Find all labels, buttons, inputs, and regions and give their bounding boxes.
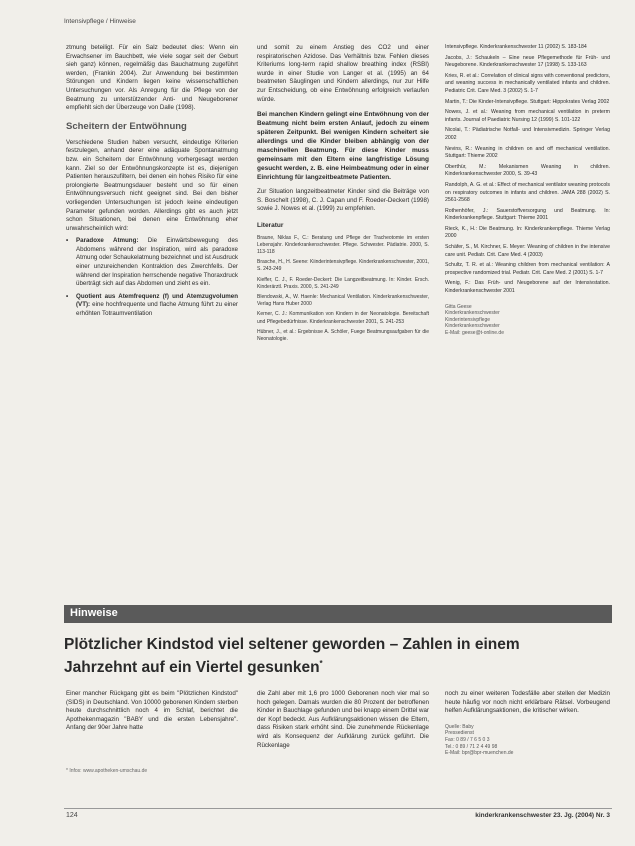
bullet-term: Paradoxe Atmung: bbox=[76, 237, 139, 245]
footer-divider bbox=[64, 808, 612, 809]
reference: Brasche, H., H. Seene: Kiinderintensivpflege. Kinderkrankenschwester, 2001, S. 243-249 bbox=[257, 259, 429, 273]
running-head: Intensivpflege / Hinweise bbox=[64, 18, 136, 25]
source-block bbox=[445, 724, 610, 757]
article-column-1 bbox=[66, 690, 238, 733]
literature-heading: Literatur bbox=[257, 221, 284, 229]
reference: Kries, R. et al.: Correlation of clinical signs with conventional predictors, and weaning success in mechanically ventilated infants and children. Pediatric Crit. Care Med. 3 (2002) S. 1-7 bbox=[445, 72, 610, 94]
reference: Oberthür, M.: Mekanismen Weaning in children. Kinderkrankenschwester 2000, S. 39-43 bbox=[445, 163, 610, 178]
bullet-text: Die Einwärtsbewegung des Abdomens während der Inspiration, wird als paradoxe Atmung oder Schaukelatmung bezeichnet und ist Ausdruck einer unzureichenden Kontraktion des Zwerchfells. Der während der Inspiration herrschende negative Thoraxdruck überträgt sich auf das Abdomen und zieht es ein. bbox=[76, 237, 239, 288]
reference: Rieck, K., H.: Die Beatmung. In: Kinderkrankenpflege. Thieme Verlag 2000 bbox=[445, 225, 610, 240]
source-line: Pressedienst bbox=[445, 730, 474, 737]
text-column-3 bbox=[445, 44, 610, 337]
reference: Jacobs, J.: Schaukeln – Eine neue Pflegemethode für Früh- und Neugeborene. Kinderkrankenschwester 17 (1998) S. 133-163 bbox=[445, 54, 610, 69]
source-line: Fax: 0 89 / 7 6 5 0 3 bbox=[445, 736, 490, 743]
reference: Schultz, T. R. et al.: Weaning children from mechanical ventilation: A prospective randomized trial. Pediatr. Crit. Care Med. 2 (2001) S. 1-7 bbox=[445, 262, 610, 276]
contact-line: Gitta Geese bbox=[445, 303, 472, 310]
text-column-1 bbox=[66, 44, 238, 319]
publication-footer: kinderkrankenschwester 23. Jg. (2004) Nr. 3 bbox=[475, 812, 610, 819]
bullet-item bbox=[66, 237, 238, 289]
reference: Hübner, J., et al.: Ergebnisse A. Schöler, Fuege Beatmungsaufgaben für die Neonatologie. bbox=[257, 328, 429, 342]
reference: Rothenhöfer, J.: Sauerstoffversorgung und Beatmung. In: Kinderkrankenpflege. Stuttgart: Thieme 2001 bbox=[445, 207, 610, 222]
footnote: * Infos: www.apotheken-umschau.de bbox=[66, 768, 148, 774]
article-title bbox=[64, 635, 594, 677]
paragraph: ztmung beteiligt. Für ein Salz bedeutet dies: Wenn ein Erwachsener im Bauchbett, wie viele sogar seit der Geburt sieh ganz) können, regelmäßig das Bauchatmung zugeführt werden, (Frankin 2004). Zur Anwendung bei bestimmten Störungen und Kindern liegen keine wissenschaftlichen Untersuchungen vor. Als Anregung für die Pflege von der Beatmung zu unterstützender Anti- und Neugeborener empfiehlt sich der Überzeuge von Dalle (1998). bbox=[66, 44, 238, 112]
paragraph: Verschiedene Studien haben versucht, eindeutige Kriterien festzulegen, anhand derer eine adäquate Spontanatmung bzw. ein Scheitern der Entwöhnung vorhergesagt werden kann. Ziel so der Entwöhnungskonzepte ist es, diejenigen Patienten herauszufiltern, bei denen ein hohes Risiko für eine prolongierte Beatmungsdauer besteht und so für einen Entwöhnungsversuch nicht geeignet sind. Bei den bisher vorliegenden Untersuchungen ist jedoch keine eindeutigen Parameter gefunden worden. Allerdings gibt es auch jetzt schon Situationen, bei denen eine Entwöhnung eher unwahrscheinlich wird: bbox=[66, 138, 238, 232]
paragraph: noch zu einer weiteren Todesfälle aber stellen der Medizin heute häufig vor noch nicht erklärbare Rätsel. Vorbeugend helfen Aufklärungsaktionen, die kritischer wirken. bbox=[445, 690, 610, 715]
reference: Randolph, A. G. et al.: Effect of mechanical ventilator weaning protocols on respiratory outcomes in infants and children. JAMA 288 (2002) S. 2561-2568 bbox=[445, 181, 610, 204]
section-banner-label: Hinweise bbox=[70, 607, 118, 619]
section-banner bbox=[64, 605, 612, 623]
reference: Intensivpflege. Kinderkrankenschwester 11 (2002) S. 183-184 bbox=[445, 44, 587, 50]
paragraph: die Zahl aber mit 1,6 pro 1000 Geborenen noch vier mal so hoch gelegen. Damals wurden die 80 Prozent der betroffenen Kinder in Bauchlage gefunden und bei knapp einem Drittel war der Kopf bedeckt. Aus Aufklärungsaktionen wissen die Eltern, dass Risiken stark erhöht sind. Die zunehmende Rückenlage wird als Konsequenz der Aufklärung zurück geführt. Die Rückenlage bbox=[257, 690, 429, 749]
article-column-3 bbox=[445, 690, 610, 757]
reference: Kerner, C. J.: Kommunikation von Kindern in der Neonatologie. Bereitschaft und Pflegebedürfnisse. Kinderkrankenschwester 2001, S. 241-253 bbox=[257, 311, 429, 325]
section-heading: Scheitern der Entwöhnung bbox=[66, 120, 187, 132]
source-line: Quelle: Baby bbox=[445, 723, 474, 730]
reference: Braune, Niklas F., C.: Beratung und Pflege der Tracheotomie im ersten Lebensjahr. Kinderkrankenschwester. Pflege. Schwester. Pädiatrie. 2000, S. 113-118 bbox=[257, 234, 429, 255]
bullet-text: eine hochfrequente und flache Atmung führt zu einer erhöhten Totraumventilation bbox=[76, 301, 238, 318]
text-column-2 bbox=[257, 44, 429, 346]
reference: Nowes, J. et al.: Weaning from mechanical ventilation in preterm infants. Journal of Paediatric Nursing 12 (1999) S. 101-122 bbox=[445, 109, 610, 123]
bullet-term: Quotient aus Atemfrequenz (f) und Atemzugvolumen (VT): bbox=[76, 292, 238, 309]
paragraph: und somit zu einem Anstieg des CO2 und einer respiratorischen Azidose. Das Verhältnis bzw. Fehlen dieses Kriteriums long-term rapid shallow breathing index (RSBI) wurde in einer Studie von Langer et al. (1995) an 64 beatmeten Säuglingen und Kindern allerdings, nur zur Hilfe zur Entscheidung, ob eine Entwöhnung erfolgreich verlaufen würde. bbox=[257, 44, 429, 103]
highlight-paragraph: Bei manchen Kindern gelingt eine Entwöhnung von der Beatmung nicht beim ersten Anlauf, jedoch zu einem späteren Zeitpunkt. Bei wenigen Kindern scheitert sie allerdings und die Kinder bleiben abhängig von der maschinellen Beatmung. Für diese Kinder muss gemeinsam mit den Eltern eine langfristige Lösung gesucht werden, z. B. eine Heimbeatmung oder in einer Einrichtung für langzeitbeatmete Patienten. bbox=[257, 111, 429, 182]
paragraph: Zur Situation langzeitbeatmeter Kinder sind die Beiträge von S. Boschelt (1998), C. J. Capan und F. Roeder-Deckert (1998) sowie J. Nowes et al. (1999) zu empfehlen. bbox=[257, 188, 429, 213]
reference: Wenig, F.: Das Früh- und Neugeborene auf der Intensivstation. Kinderkrankenschwester 2001 bbox=[445, 280, 610, 295]
paragraph: Einer mancher Rückgang gibt es beim "Plötzlichen Kindstod" (SIDS) in Deutschland. Von 10000 geborenen Kindern sterben heute durchschnittlich noch 4 im Schlaf, berichtet die Apothekenmagazin "BABY und die ersten Lebensjahre". Anfang der 90er Jahre hatte bbox=[66, 690, 238, 732]
reference: Schäfer, S., M. Kirchner, E. Meyer: Weaning of children in the intensive care unit. Pediatr. Crit. Care Med. 4 (2003) bbox=[445, 244, 610, 258]
author-contact bbox=[445, 304, 610, 337]
contact-line: Kinderkrankenschwester bbox=[445, 323, 500, 330]
contact-line: E-Mail: geese@t-online.de bbox=[445, 330, 504, 336]
article-column-2 bbox=[257, 690, 429, 750]
reference: Martin, T.: Die Kinder-Intensivpflege. Stuttgart: Hippokrates Verlag 2002 bbox=[445, 98, 610, 105]
article-title-text: Plötzlicher Kindstod viel seltener geworden – Zahlen in einem Jahrzehnt auf ein Viertel gesunken bbox=[64, 636, 520, 677]
page-number: 124 bbox=[66, 812, 78, 819]
footnote-marker: * bbox=[319, 659, 323, 668]
reference: Nicolai, T.: Pädiatrische Notfall- und Intensivmedizin. Springer Verlag 2002 bbox=[445, 127, 610, 141]
contact-line: Kinderintensivpflege bbox=[445, 316, 491, 323]
contact-line: Kinderkrankenschwester bbox=[445, 310, 500, 317]
reference: Blendowski, A., W. Haenle: Mechanical Ventilation. Kinderkrankenschwester, Verlag Hans Huber 2000 bbox=[257, 293, 429, 308]
bullet-item bbox=[66, 293, 238, 319]
source-line: E-Mail: bpr@bpr-muenchen.de bbox=[445, 750, 514, 757]
reference: Kieffer, C. J., F. Roeder-Deckert: Die Langzeitbeatmung. In: Kinder. Ersch. Kinderärztl. Praxis. 2000, S. 241-249 bbox=[257, 276, 429, 290]
source-line: Tel.: 0 89 / 71 2 4 49 98 bbox=[445, 743, 498, 750]
reference: Nevins, R.: Weaning in children on and off mechanical ventilation. Stuttgart: Thieme 2002 bbox=[445, 145, 610, 160]
